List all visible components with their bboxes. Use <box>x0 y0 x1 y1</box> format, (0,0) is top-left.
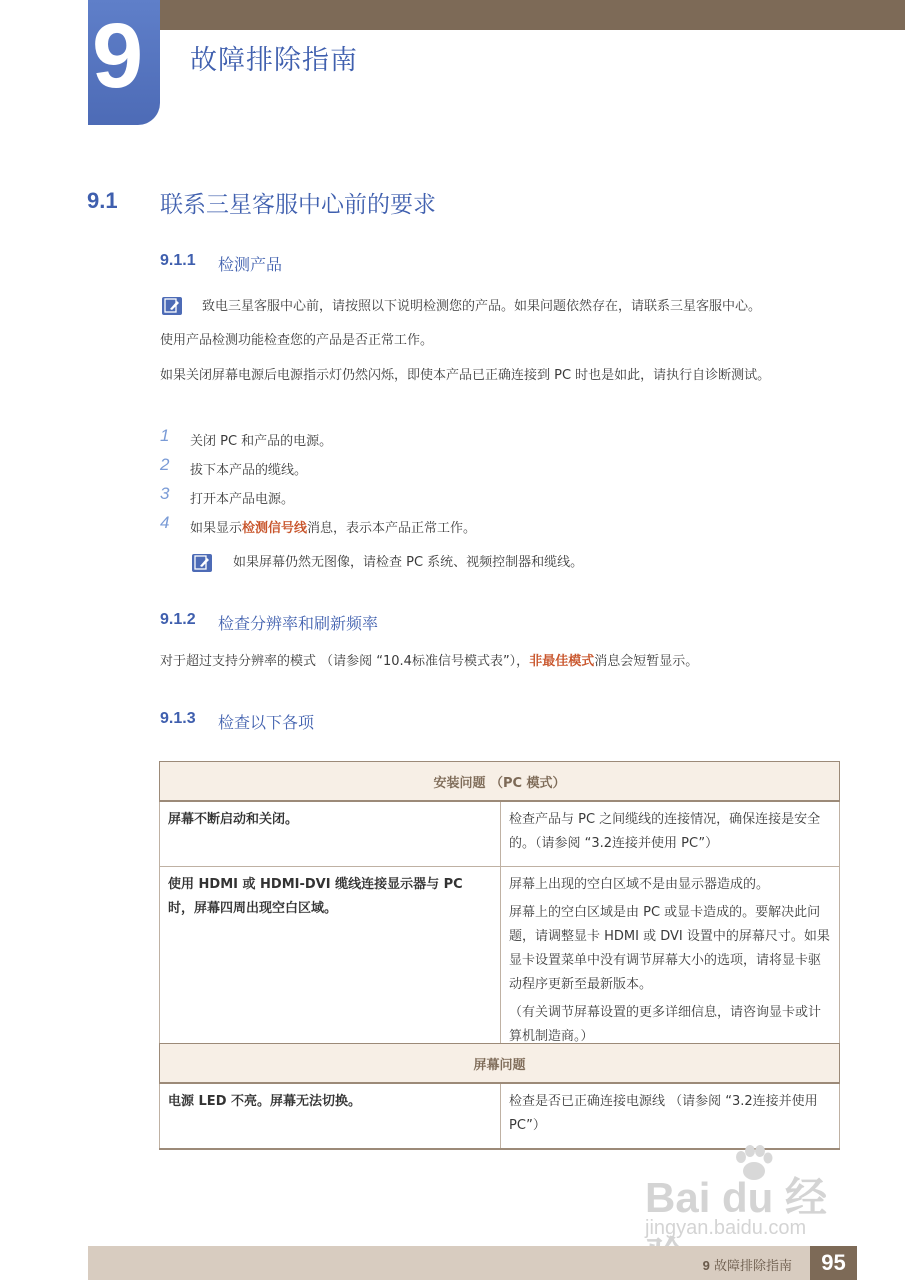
screen-issues-table <box>159 1043 840 1150</box>
subsection-number: 9.1.2 <box>160 611 196 628</box>
note-text: 如果屏幕仍然无图像，请检查 PC 系统、视频控制器和缆线。 <box>233 555 584 570</box>
subsection-title: 检测产品 <box>218 255 283 274</box>
step-text <box>190 517 476 536</box>
step-text-post: 消息，表示本产品正常工作。 <box>307 521 477 536</box>
step-text: 拔下本产品的缆线。 <box>190 463 308 478</box>
note-icon <box>192 554 212 572</box>
step-number: 3 <box>160 484 170 503</box>
table-header: 屏幕问题 <box>160 1044 840 1084</box>
footer-bar <box>88 1246 810 1280</box>
subsection-number: 9.1.3 <box>160 710 196 727</box>
subsection-title: 检查以下各项 <box>218 713 315 732</box>
solution-text: 检查产品与 PC 之间缆线的连接情况，确保连接是安全的。（请参阅 “3.2连接并使用 PC”） <box>509 812 821 851</box>
paragraph-pre: 对于超过支持分辨率的模式 （请参阅 “10.4标准信号模式表”）， <box>160 654 530 669</box>
section-number: 9.1 <box>87 188 118 213</box>
header-bar <box>160 0 905 30</box>
watermark <box>645 1145 855 1245</box>
subsection-number: 9.1.1 <box>160 252 196 269</box>
solution-text: 屏幕上出现的空白区域不是由显示器造成的。 <box>509 877 770 892</box>
table-row <box>160 1083 840 1149</box>
footer-chapter-label <box>703 1255 792 1274</box>
solution-text: （有关调节屏幕设置的更多详细信息，请咨询显卡或计算机制造商。） <box>509 1005 822 1044</box>
footer-chapter-number: 9 <box>702 1258 710 1273</box>
watermark-url: jingyan.baidu.com <box>645 1217 807 1239</box>
highlight-term: 检测信号线 <box>242 521 308 536</box>
highlight-term: 非最佳模式 <box>529 654 595 669</box>
problem-cell: 屏幕不断启动和关闭。 <box>160 801 501 867</box>
table-row <box>160 867 840 1061</box>
table-header: 安装问题 （PC 模式） <box>160 762 840 802</box>
page-number: 95 <box>810 1246 857 1280</box>
solution-text: 屏幕上的空白区域是由 PC 或显卡造成的。要解决此问题，请调整显卡 HDMI 或 DVI 设置中的屏幕尺寸。如果显卡设置菜单中没有调节屏幕大小的选项，请将显卡驱动程序更新至最新版本。 <box>509 905 830 992</box>
installation-issues-table <box>159 761 840 1061</box>
paragraph <box>160 649 835 675</box>
chapter-title: 故障排除指南 <box>190 45 358 76</box>
section-title: 联系三星客服中心前的要求 <box>160 192 436 218</box>
problem-cell: 使用 HDMI 或 HDMI-DVI 缆线连接显示器与 PC 时，屏幕四周出现空白区域。 <box>160 867 501 1061</box>
step-number: 1 <box>160 426 170 445</box>
step-number: 2 <box>160 455 170 474</box>
footer-chapter-title: 故障排除指南 <box>713 1259 792 1274</box>
solution-cell <box>501 801 840 867</box>
solution-text: 检查是否已正确连接电源线 （请参阅 “3.2连接并使用 PC”） <box>509 1094 818 1133</box>
paragraph-post: 消息会短暂显示。 <box>594 654 699 669</box>
table-row <box>160 801 840 867</box>
note-icon <box>162 297 182 315</box>
step-text: 打开本产品电源。 <box>190 492 295 507</box>
chapter-number: 9 <box>92 5 144 107</box>
step-text-pre: 如果显示 <box>190 521 243 536</box>
solution-cell <box>501 1083 840 1149</box>
step-number: 4 <box>160 513 170 532</box>
chapter-badge <box>88 0 160 125</box>
solution-cell <box>501 867 840 1061</box>
watermark-brand: Bai du 经 <box>645 1174 828 1221</box>
subsection-title: 检查分辨率和刷新频率 <box>218 614 379 633</box>
step-text: 关闭 PC 和产品的电源。 <box>190 434 333 449</box>
paragraph: 如果关闭屏幕电源后电源指示灯仍然闪烁，即使本产品已正确连接到 PC 时也是如此，请执行自诊断测试。 <box>160 368 771 383</box>
note-text: 致电三星客服中心前，请按照以下说明检测您的产品。如果问题依然存在，请联系三星客服中心。 <box>202 299 762 314</box>
paragraph: 使用产品检测功能检查您的产品是否正常工作。 <box>160 333 434 348</box>
problem-cell: 电源 LED 不亮。屏幕无法切换。 <box>160 1083 501 1149</box>
